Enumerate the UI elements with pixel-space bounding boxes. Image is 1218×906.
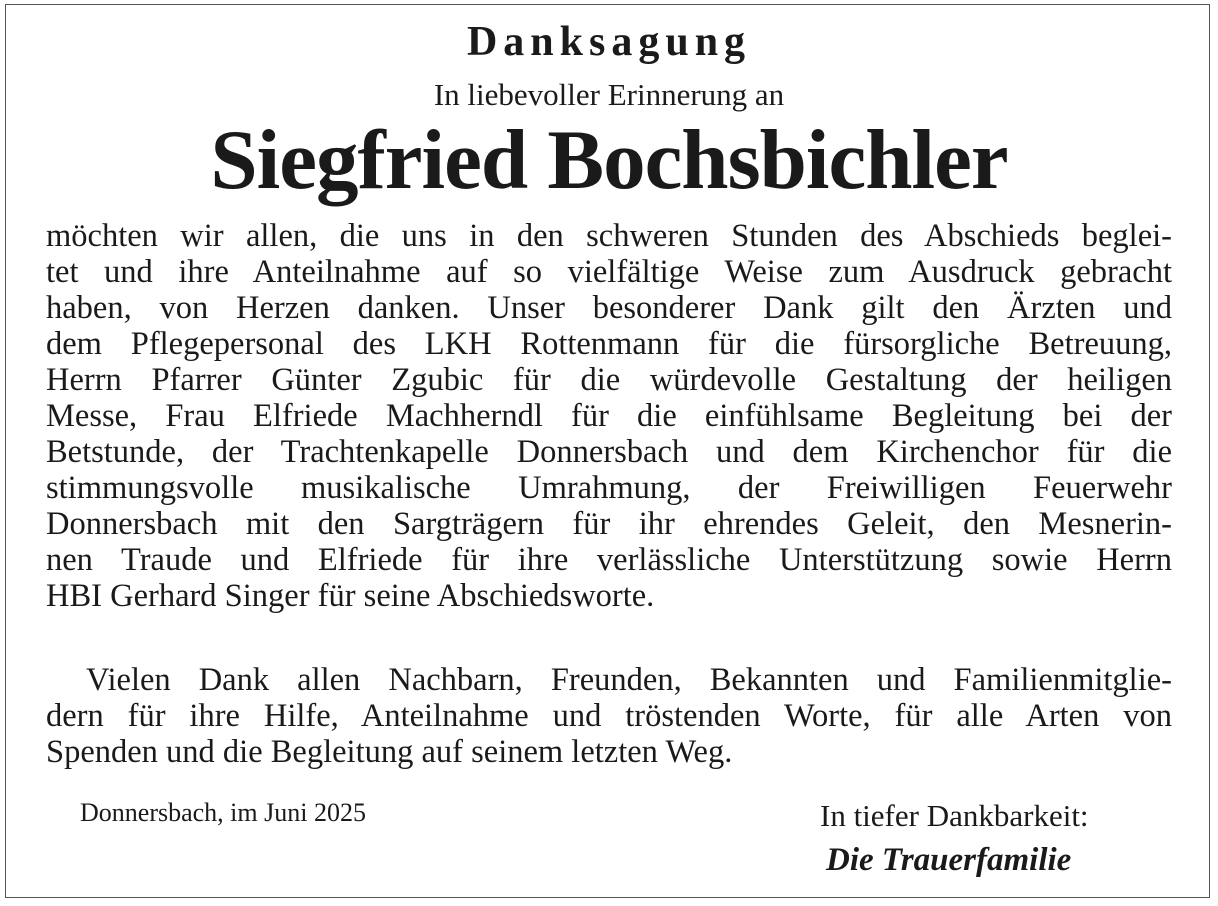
notice-intro: In liebevoller Erinnerung an [433, 77, 785, 112]
text-line: nen Traude und Elfriede für ihre verlässliche Unterstützung sowie Herrn [46, 542, 1172, 578]
text-line: Spenden und die Begleitung auf seinem letzten Weg. [46, 734, 733, 770]
text-line: dem Pflegepersonal des LKH Rottenmann für die fürsorgliche Betreuung, [46, 326, 1172, 362]
text-line: möchten wir allen, die uns in den schweren Stunden des Abschieds beglei- [46, 218, 1172, 254]
text-line: Messe, Frau Elfriede Machherndl für die einfühlsame Begleitung bei der [46, 398, 1172, 434]
text-line: dern für ihre Hilfe, Anteilnahme und tröstenden Worte, für alle Arten von [46, 698, 1172, 734]
thanks-paragraph-1 [46, 218, 1172, 614]
text-line: Betstunde, der Trachtenkapelle Donnersbach und dem Kirchenchor für die [46, 434, 1172, 470]
text-line: Donnersbach mit den Sargträgern für ihr ehrendes Geleit, den Mesnerin- [46, 506, 1172, 542]
closing-line: In tiefer Dankbarkeit: [820, 798, 1089, 833]
deceased-name: Siegfried Bochsbichler [210, 113, 1008, 207]
text-line: Vielen Dank allen Nachbarn, Freunden, Bekannten und Familienmitglie- [86, 662, 1172, 698]
thanks-paragraph-2 [46, 662, 1172, 770]
place-date: Donnersbach, im Juni 2025 [80, 798, 366, 827]
text-line: Herrn Pfarrer Günter Zgubic für die würdevolle Gestaltung der heiligen [46, 362, 1172, 398]
text-line: tet und ihre Anteilnahme auf so vielfältige Weise zum Ausdruck gebracht [46, 254, 1172, 290]
notice-heading: Danksagung [466, 19, 752, 65]
text-line: haben, von Herzen danken. Unser besonderer Dank gilt den Ärzten und [46, 290, 1172, 326]
text-line: HBI Gerhard Singer für seine Abschiedsworte. [46, 578, 655, 614]
signature: Die Trauerfamilie [826, 842, 1072, 878]
text-line: stimmungsvolle musikalische Umrahmung, der Freiwilligen Feuerwehr [46, 470, 1172, 506]
